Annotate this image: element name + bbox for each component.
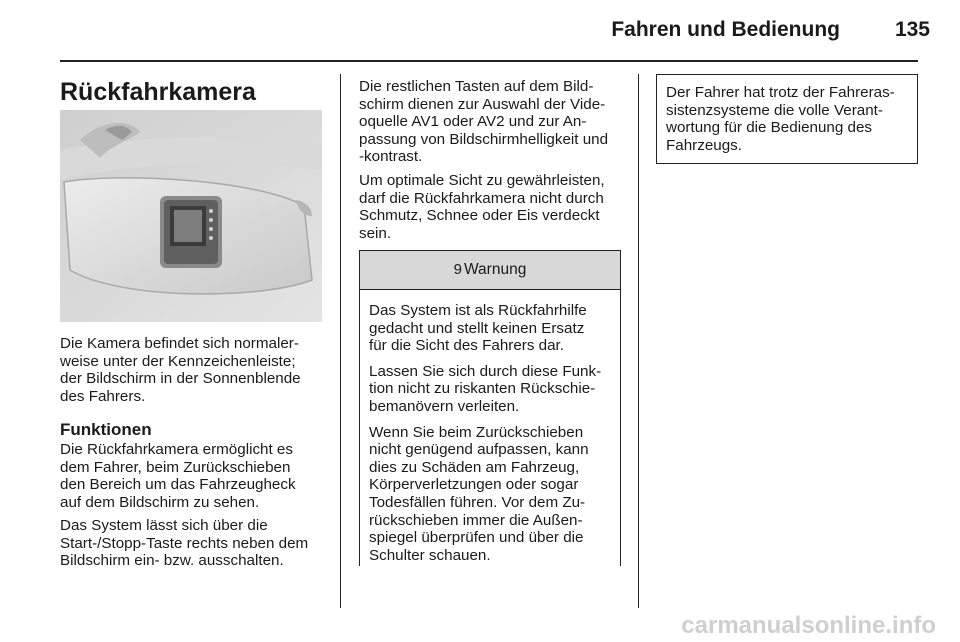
- warning-paragraph: Lassen Sie sich durch diese Funk- tion nicht zu riskanten Rückschie- bemanövern verleiten.: [369, 362, 602, 415]
- warning-paragraph: Das System ist als Rückfahrhilfe gedacht und stellt keinen Ersatz für die Sicht des Fahrers dar.: [369, 302, 587, 355]
- column-divider-left: [340, 74, 341, 608]
- buttons-text: Die restlichen Tasten auf dem Bild- schirm dienen zur Auswahl der Vide- oquelle AV1 oder AV2 und zur An- passung von Bildschirmhelligkeit und -kontrast.: [359, 78, 609, 166]
- warning-title: Warnung: [464, 261, 527, 278]
- watermark: carmanualsonline.info: [681, 612, 936, 639]
- page-number: 135: [894, 18, 930, 41]
- sun-visor-display-photo: [60, 110, 322, 322]
- warning-icon: 9: [453, 261, 462, 278]
- photo-illustration: [60, 110, 322, 322]
- functions-heading: Funktionen: [60, 420, 152, 439]
- section-title: Rückfahrkamera: [60, 78, 256, 106]
- warning-header: [360, 251, 620, 290]
- running-header-title: Fahren und Bedienung: [611, 18, 840, 41]
- warning-paragraph: Wenn Sie beim Zurückschieben nicht genügend aufpassen, kann dies zu Schäden am Fahrzeug, Körperverletzungen oder sogar Todesfällen führen. Vor dem Zu- rückschieben immer die Außen- spiegel überprüfen und über die Schulter schauen.: [369, 423, 589, 564]
- header-rule: [60, 60, 918, 62]
- driver-responsibility-note: [656, 74, 918, 164]
- start-stop-text: Das System lässt sich über die Start-/Stopp-Taste rechts neben dem Bildschirm ein- bzw. ausschalten.: [60, 517, 309, 570]
- warning-box: [359, 250, 621, 566]
- camera-location-text: Die Kamera befindet sich normaler- weise unter der Kennzeichenleiste; der Bildschirm in der Sonnenblende des Fahrers.: [60, 335, 301, 405]
- warning-body: [360, 290, 620, 564]
- note-text: Der Fahrer hat trotz der Fahreras- sistenzsysteme die volle Verant- wortung für die Bedienung des Fahrzeugs.: [666, 84, 895, 154]
- visibility-text: Um optimale Sicht zu gewährleisten, darf die Rückfahrkamera nicht durch Schmutz, Schnee oder Eis verdeckt sein.: [359, 172, 605, 242]
- functions-text: Die Rückfahrkamera ermöglicht es dem Fahrer, beim Zurückschieben den Bereich um das Fahrzeugheck auf dem Bildschirm zu sehen.: [60, 441, 296, 511]
- column-divider-right: [638, 74, 639, 608]
